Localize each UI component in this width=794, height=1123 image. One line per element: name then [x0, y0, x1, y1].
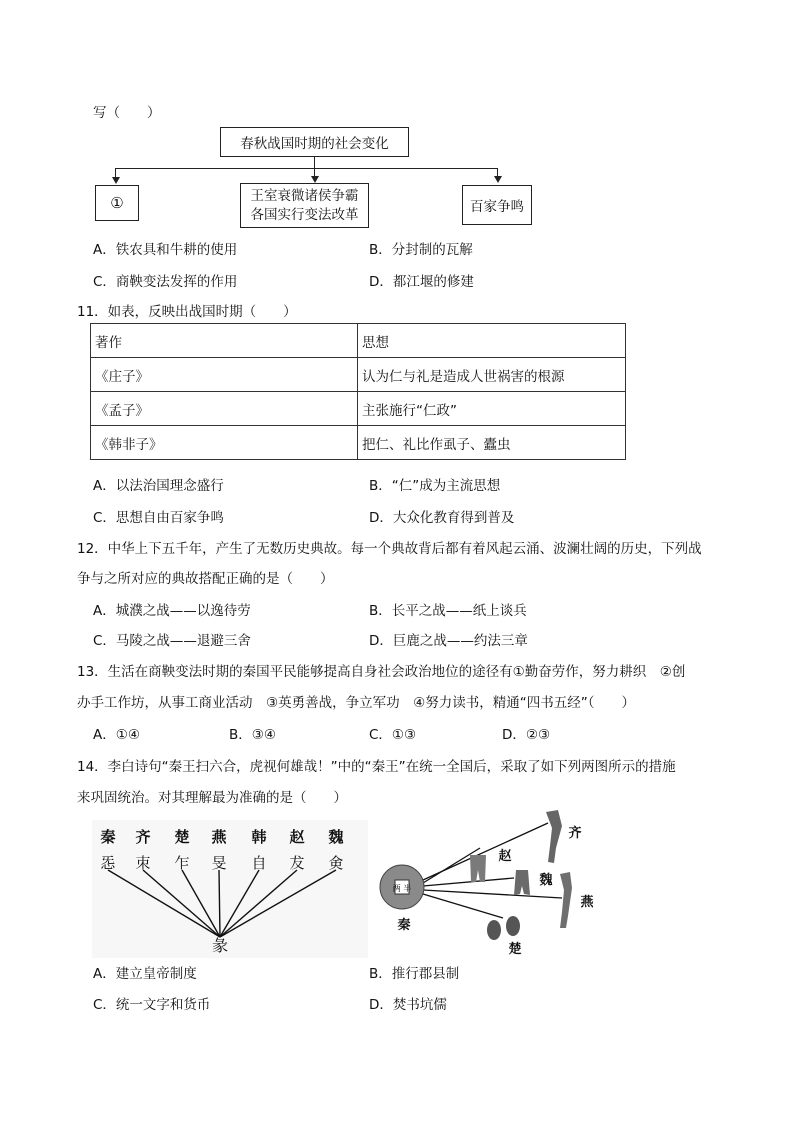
fig1-unified-script: 彖 — [211, 936, 229, 955]
q13-stem-line2: 办手工作坊，从事工商业活动 ③英勇善战，争立军功 ④努力读书，精通“四书五经”（ ） — [77, 695, 635, 711]
table-header-cell: 思想 — [358, 324, 626, 358]
q10-stem-tail: 写（ ） — [93, 105, 161, 121]
fig2-state-label: 赵 — [498, 849, 512, 864]
table-row — [91, 426, 626, 460]
zhao-spade-coin — [470, 855, 486, 882]
q11-option-a: A．以法治国理念盛行 — [93, 478, 224, 494]
q10-option-b: B．分封制的瓦解 — [369, 242, 473, 258]
q13-option-c: C．①③ — [369, 727, 417, 743]
qi-knife-coin — [546, 810, 562, 863]
fig1-ancient-script: 㤅 — [100, 854, 116, 872]
table-cell: 《孟子》 — [91, 392, 358, 426]
script-unification-figure — [92, 820, 368, 958]
q13-option-b: B．③④ — [229, 727, 276, 743]
fig1-state-label: 楚 — [174, 828, 190, 846]
qin-coin-inscription: 两 半 — [392, 884, 412, 893]
q14-option-b: B．推行郡县制 — [369, 966, 460, 982]
fig2-state-label: 齐 — [568, 826, 582, 841]
q13-option-a: A．①④ — [93, 727, 140, 743]
wei-spade-coin — [514, 870, 530, 895]
q10-option-a: A．铁农具和牛耕的使用 — [93, 242, 238, 258]
diagram-left-box: ① — [95, 185, 139, 221]
q12-option-d: D．巨鹿之战——约法三章 — [369, 633, 528, 649]
chu-coin — [487, 920, 501, 940]
fig1-ancient-script: 旻 — [211, 854, 227, 872]
fig2-center-label: 秦 — [397, 918, 411, 933]
q14-stem-line1: 14．李白诗句“秦王扫六合，虎视何雄哉！”中的“秦王”在统一全国后，采取了如下列两图所示的措施 — [77, 759, 676, 775]
table-cell: 把仁、礼比作虱子、蠹虫 — [358, 426, 626, 460]
q11-option-b: B．“仁”成为主流思想 — [369, 478, 501, 494]
q14-option-d: D．焚书坑儒 — [369, 997, 447, 1013]
q14-figure-currency — [368, 808, 598, 958]
q14-figure-script — [92, 820, 368, 958]
diagram-middle-line1: 王室衰微诸侯争霸 — [250, 187, 359, 204]
q12-stem-line1: 12．中华上下五千年，产生了无数历史典故。每一个典故背后都有着风起云涌、波澜壮阔的历史，下列战 — [77, 541, 702, 557]
fig1-state-label: 齐 — [135, 828, 151, 846]
table-header-row — [91, 324, 626, 358]
yan-knife-coin — [560, 872, 572, 928]
fig1-state-label: 赵 — [289, 828, 305, 846]
q12-option-c: C．马陵之战——退避三舍 — [93, 633, 251, 649]
fig2-state-label: 燕 — [580, 895, 594, 910]
table-cell: 《庄子》 — [91, 358, 358, 392]
fig1-state-label: 魏 — [328, 828, 344, 846]
table-cell: 主张施行“仁政” — [358, 392, 626, 426]
q11-stem: 11．如表，反映出战国时期（ ） — [77, 304, 297, 320]
q10-option-d: D．都江堰的修建 — [369, 274, 474, 290]
table-row — [91, 358, 626, 392]
q13-option-d: D．②③ — [502, 727, 551, 743]
table-header-cell: 著作 — [91, 324, 358, 358]
q14-stem-line2: 来巩固统治。对其理解最为准确的是（ ） — [77, 790, 347, 806]
q11-option-d: D．大众化教育得到普及 — [369, 510, 515, 526]
q13-stem-line1: 13．生活在商鞅变法时期的秦国平民能够提高自身社会政治地位的途径有①勤奋劳作，努力耕织 ②创 — [77, 664, 686, 680]
q14-option-c: C．统一文字和货币 — [93, 997, 211, 1013]
currency-unification-figure — [368, 808, 598, 958]
table-cell: 《韩非子》 — [91, 426, 358, 460]
diagram-right-box: 百家争鸣 — [462, 185, 532, 225]
fig1-ancient-script: 朿 — [135, 854, 151, 872]
fig2-state-label: 楚 — [508, 942, 522, 957]
fig1-state-label: 秦 — [100, 828, 116, 846]
fig1-ancient-script: 乍 — [174, 854, 190, 872]
fig1-ancient-script: 自 — [251, 854, 267, 872]
table-cell: 认为仁与礼是造成人世祸害的根源 — [358, 358, 626, 392]
q12-option-a: A．城濮之战——以逸待劳 — [93, 603, 251, 619]
diagram-middle-box — [240, 183, 369, 228]
table-row — [91, 392, 626, 426]
fig2-state-label: 魏 — [539, 873, 553, 888]
fig1-ancient-script: 犮 — [289, 854, 305, 872]
q11-table — [90, 323, 626, 460]
q12-option-b: B．长平之战——纸上谈兵 — [369, 603, 527, 619]
diagram-middle-line2: 各国实行变法改革 — [250, 206, 359, 223]
q10-option-c: C．商鞅变法发挥的作用 — [93, 274, 238, 290]
q14-option-a: A．建立皇帝制度 — [93, 966, 197, 982]
fig1-state-label: 韩 — [251, 828, 267, 846]
q11-option-c: C．思想自由百家争鸣 — [93, 510, 224, 526]
diagram-top-box: 春秋战国时期的社会变化 — [220, 127, 409, 157]
fig1-ancient-script: 㑒 — [328, 854, 344, 872]
q12-stem-line2: 争与之所对应的典故搭配正确的是（ ） — [77, 571, 334, 587]
fig1-state-label: 燕 — [211, 828, 227, 846]
chu-coin — [506, 916, 520, 936]
